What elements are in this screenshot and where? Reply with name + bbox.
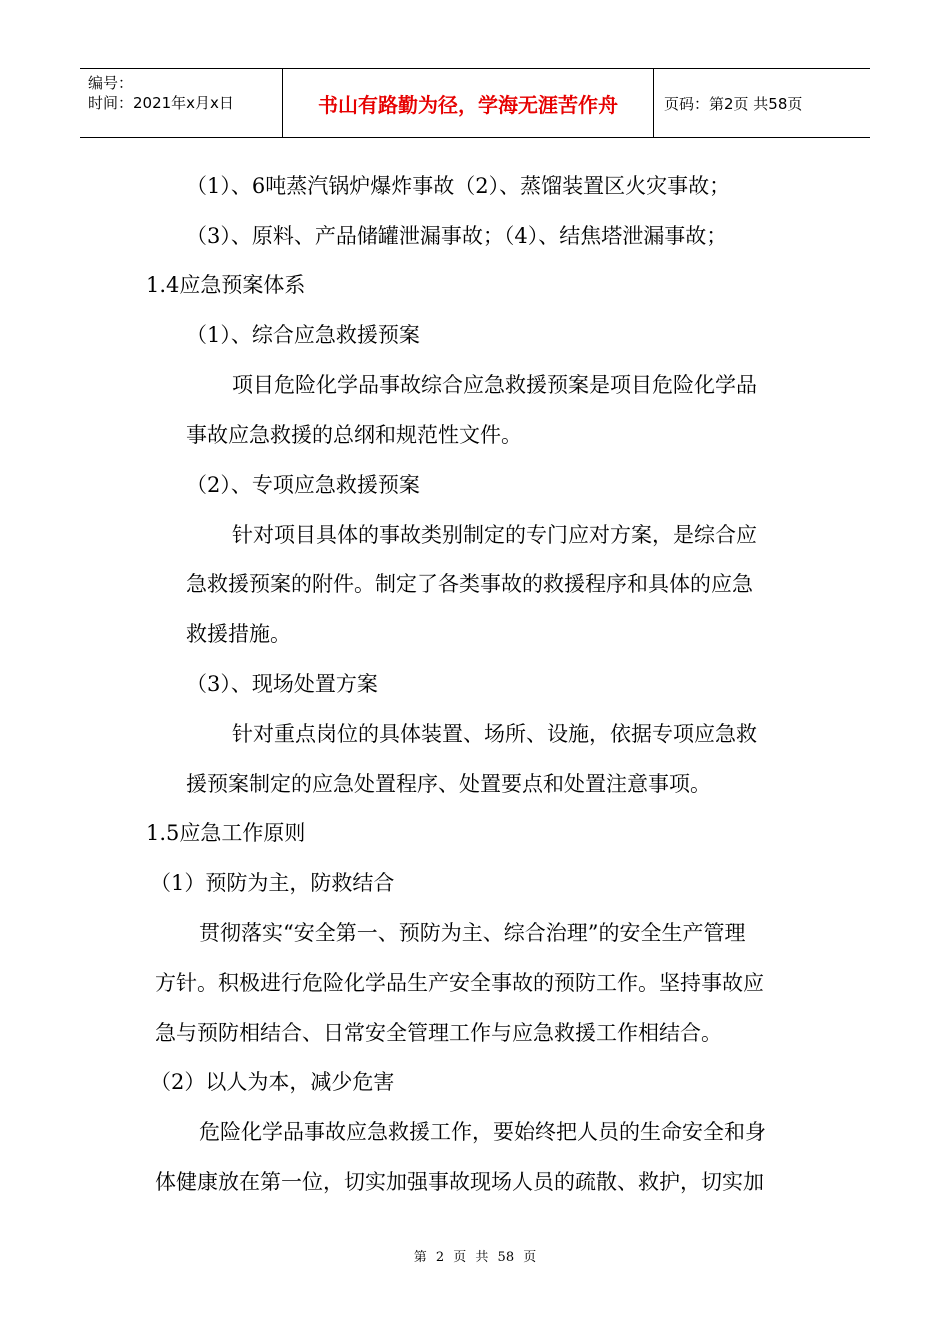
- text-line: 急与预防相结合、日常安全管理工作与应急救援工作相结合。: [155, 1021, 722, 1045]
- text-line: 针对重点岗位的具体装置、场所、设施，依据专项应急救: [232, 722, 757, 746]
- subsection-heading: （1）预防为主，防救结合: [150, 871, 395, 895]
- subsection-heading: （2）以人为本，减少危害: [150, 1070, 395, 1094]
- text-line: 急救援预案的附件。制定了各类事故的救援程序和具体的应急: [186, 572, 753, 596]
- page-footer: 第 2 页 共 58 页: [413, 1250, 537, 1265]
- header-time: 时间：2021年x月x日: [88, 94, 234, 112]
- text-line: 贯彻落实“安全第一、预防为主、综合治理”的安全生产管理: [199, 921, 746, 945]
- text-line: 针对项目具体的事故类别制定的专门应对方案，是综合应: [232, 523, 757, 547]
- subsection-heading: （2）、专项应急救援预案: [186, 473, 420, 497]
- section-heading: 1.5应急工作原则: [146, 821, 306, 845]
- text-line: 救援措施。: [186, 622, 291, 646]
- header-page-info: 页码：第2页 共58页: [664, 95, 803, 113]
- section-heading: 1.4应急预案体系: [146, 273, 306, 297]
- subsection-heading: （3）、现场处置方案: [186, 672, 378, 696]
- subsection-heading: （1）、综合应急救援预案: [186, 323, 420, 347]
- text-line: 方针。积极进行危险化学品生产安全事故的预防工作。坚持事故应: [155, 971, 764, 995]
- header-info: [88, 73, 234, 113]
- text-line: 危险化学品事故应急救援工作，要始终把人员的生命安全和身: [199, 1120, 766, 1144]
- header-motto: 书山有路勤为径，学海无涯苦作舟: [282, 69, 654, 137]
- text-line: 援预案制定的应急处置程序、处置要点和处置注意事项。: [186, 772, 711, 796]
- text-line: 项目危险化学品事故综合应急救援预案是项目危险化学品: [232, 373, 757, 397]
- header-number-label: 编号：: [88, 74, 134, 92]
- text-line: 体健康放在第一位，切实加强事故现场人员的疏散、救护，切实加: [155, 1170, 764, 1194]
- text-line: 事故应急救援的总纲和规范性文件。: [186, 423, 522, 447]
- page-header: [80, 68, 870, 138]
- text-line: （3）、原料、产品储罐泄漏事故；（4）、结焦塔泄漏事故；: [186, 224, 728, 248]
- text-line: （1）、6吨蒸汽锅炉爆炸事故（2）、蒸馏装置区火灾事故；: [186, 174, 731, 198]
